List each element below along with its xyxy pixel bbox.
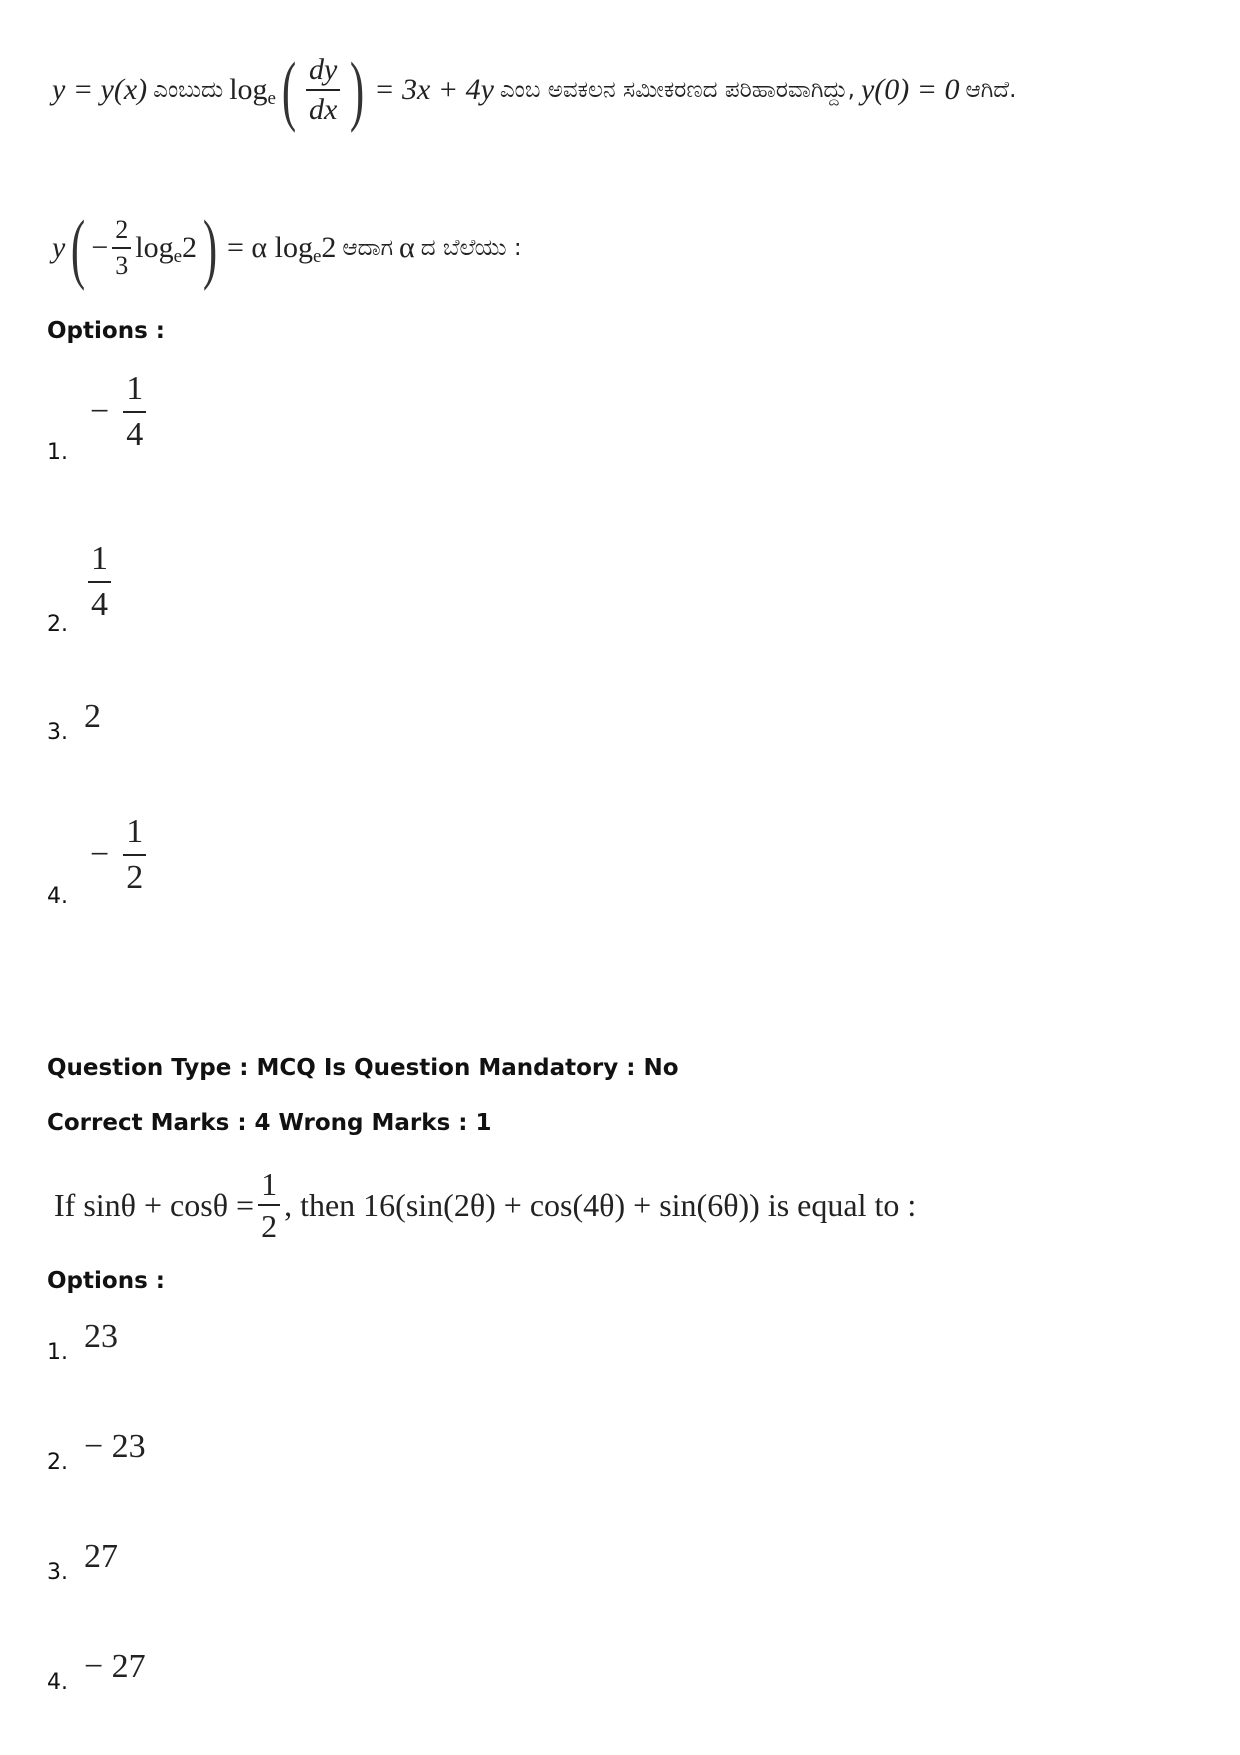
fraction-bar (258, 1204, 280, 1206)
log-base: e (267, 88, 276, 109)
minus-sign: − (90, 393, 110, 430)
option-fraction (123, 815, 146, 895)
kannada-text: ಆದಾಗ (342, 235, 394, 261)
eq-rhs: = 3x + 4y (374, 73, 494, 106)
fraction-denominator: dx (308, 93, 338, 126)
option-2-value[interactable]: − 23 (84, 1428, 146, 1465)
y-symbol: y (52, 231, 66, 264)
fraction-numerator: 1 (91, 540, 108, 577)
fraction-denominator: 2 (126, 859, 144, 896)
option-2-value[interactable] (84, 542, 115, 622)
fraction-denominator: 3 (115, 251, 129, 280)
fraction-denominator: 2 (261, 1208, 278, 1244)
half-fraction (258, 1168, 280, 1242)
fraction-numerator: 1 (261, 1166, 278, 1202)
kannada-text: ಆಗಿದೆ. (965, 77, 1017, 103)
option-1-value[interactable]: 23 (84, 1318, 118, 1355)
fraction-denominator: 4 (126, 416, 144, 453)
fraction-bar (112, 247, 131, 249)
right-paren: ) (350, 46, 365, 133)
fraction-numerator: 1 (126, 370, 144, 407)
option-fraction (88, 542, 111, 622)
question-type-line: Question Type : MCQ Is Question Mandatory : No (47, 1055, 679, 1081)
right-paren: ) (202, 204, 218, 291)
log-base: e (173, 246, 183, 267)
fraction-numerator: 1 (126, 813, 144, 850)
fraction-bar (123, 411, 146, 413)
option-number: 2. (47, 1450, 68, 1475)
option-4-value[interactable] (90, 815, 150, 895)
fraction-numerator: 2 (115, 215, 129, 244)
log-argument: 2 (321, 231, 337, 264)
option-3-value[interactable]: 27 (84, 1538, 118, 1575)
option-1-value[interactable] (90, 372, 150, 452)
log-word: log (135, 231, 174, 264)
kannada-text: ದ ಬೆಲೆಯು : (420, 235, 522, 261)
option-4-value[interactable]: − 27 (84, 1648, 146, 1685)
option-number: 4. (47, 1670, 68, 1695)
left-paren: ( (281, 46, 297, 133)
question2-text (54, 1160, 916, 1250)
log-word: log (229, 73, 268, 106)
minus-sign: − (90, 836, 110, 873)
option-number: 1. (47, 440, 68, 465)
minus-sign: − (91, 231, 109, 264)
alpha-symbol: α (399, 231, 415, 264)
options-label: Options : (47, 318, 165, 344)
log-base: e (312, 246, 322, 267)
option-number: 3. (47, 1560, 68, 1585)
option-fraction (123, 372, 146, 452)
option-3-value[interactable]: 2 (84, 698, 101, 735)
fraction-bar (123, 854, 146, 856)
question-suffix: , then 16(sin(2θ) + cos(4θ) + sin(6θ)) is equal to : (284, 1186, 917, 1223)
log-argument: 2 (182, 231, 198, 264)
kannada-text: ಎಂಬುದು (153, 77, 224, 103)
question-prefix: If sinθ + cosθ = (54, 1186, 255, 1223)
option-number: 3. (47, 720, 68, 745)
initial-condition: y(0) = 0 (860, 73, 960, 106)
eq-rhs: = α log (227, 231, 313, 264)
kannada-text: ಎಂಬ ಅವಕಲನ ಸಮೀಕರಣದ ಪರಿಹಾರವಾಗಿದ್ದು, (499, 77, 855, 103)
fraction-numerator: dy (308, 53, 338, 86)
option-number: 4. (47, 884, 68, 909)
fraction-bar (306, 89, 340, 91)
option-number: 1. (47, 1340, 68, 1365)
options-label: Options : (47, 1268, 165, 1294)
derivative-fraction (306, 55, 340, 125)
question1-query-line (52, 198, 528, 298)
fraction-bar (88, 581, 111, 583)
marks-line: Correct Marks : 4 Wrong Marks : 1 (47, 1110, 492, 1136)
question1-equation-line (52, 40, 1022, 140)
two-thirds-fraction (112, 217, 131, 279)
eq-lhs: y = y(x) (52, 73, 148, 106)
fraction-denominator: 4 (91, 586, 108, 623)
left-paren: ( (71, 204, 86, 291)
option-number: 2. (47, 612, 68, 637)
